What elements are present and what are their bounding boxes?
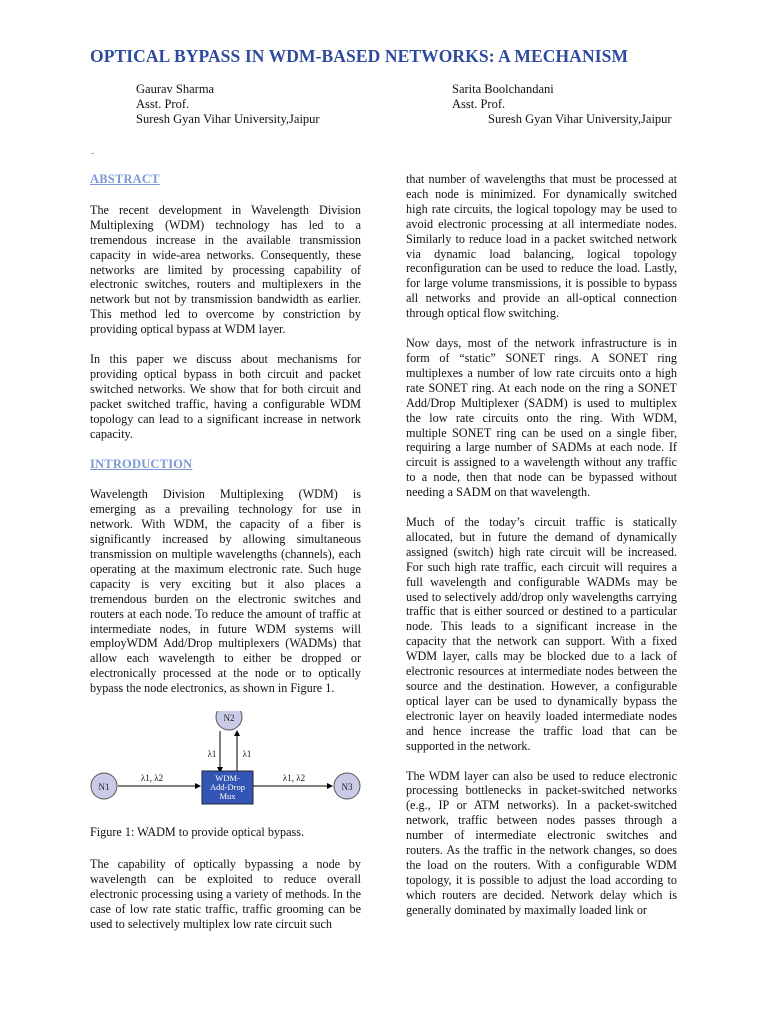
intro-paragraph-2: The capability of optically bypassing a node by wavelength can be exploited to reduce overall electronic processing using a variety of methods. In the case of low rate static traffic, traffic grooming can be used to selectively multiplex low rate circuit such [90, 857, 361, 931]
intro-paragraph-1: Wavelength Division Multiplexing (WDM) is emerging as a prevailing technology for use in network. With WDM, the capacity of a fiber is significantly increased by allowing simultaneous transmission on multiple wavelengths (channels), each operating at the maximum electronic rate. Such huge capacity is very exciting but it also places a tremendous burden on the electronic switches and routers at each node. To reduce the amount of traffic at intermediate nodes, in future WDM systems will employWDM Add/Drop multiplexers (WADMs) that allow each wavelength to either be dropped or electronically processed at the node or to optically bypass the node electronics, as shown in Figure 1. [90, 487, 361, 696]
paper-title: OPTICAL BYPASS IN WDM-BASED NETWORKS: A MECHANISM [90, 46, 629, 66]
author-2-name: Sarita Boolchandani [452, 82, 554, 96]
author-1 [136, 82, 320, 127]
label-add-wavelength: λ1 [207, 749, 217, 760]
node-n2-label: N2 [223, 713, 235, 724]
label-drop-wavelength: λ1 [242, 749, 252, 760]
right-paragraph-1: that number of wavelengths that must be processed at each node is minimized. For dynamically switched high rate circuits, the logical topology may be used to avoid electronic processing at all intermediate nodes. Similarly to reduce load in a packet switched network via dynamic load balancing, logical topology reconfiguration can be used to reduce the load. Lastly, for large volume transmissions, it is possible to bypass all networks and provide an all-optical connection through optical flow switching. [406, 172, 677, 321]
left-column [90, 172, 361, 947]
mux-label-line-1: WDM- [215, 773, 240, 784]
author-1-affiliation: Suresh Gyan Vihar University,Jaipur [136, 112, 320, 126]
introduction-heading: INTRODUCTION [90, 456, 193, 471]
right-paragraph-4: The WDM layer can also be used to reduce electronic processing bottlenecks in packet-switched networks (e.g., IP or ATM networks). In a packet-switched network, traffic between nodes passes through a number of intermediate electronic switches and routers. As the traffic in the network changes, so does the load on the routers. With a configurable WDM topology, it is possible to adjust the load according to which routers are decided. Network delay which is generally dominated by maximally loaded link or [406, 768, 677, 917]
author-2-affiliation: Suresh Gyan Vihar University,Jaipur [488, 112, 672, 126]
label-n1-wavelengths: λ1, λ2 [140, 773, 164, 784]
abstract-paragraph-2: In this paper we discuss about mechanisms for providing optical bypass in both circuit and packet switched networks. We show that for both circuit and packet switched traffic, having a configurable WDM topology can lead to a significant increase in network capacity. [90, 352, 361, 441]
figure-1-caption: Figure 1: WADM to provide optical bypass. [90, 825, 305, 840]
label-n3-wavelengths: λ1, λ2 [282, 773, 306, 784]
node-n1-label: N1 [98, 782, 110, 793]
figure-1-diagram [90, 711, 361, 811]
wadm-diagram [90, 711, 361, 811]
abstract-paragraph-1: The recent development in Wavelength Division Multiplexing (WDM) technology has led to a tremendous increase in the available transmission capacity in wide-area networks. Consequently, these networks are limited by processing capability of electronic switches, routers and multiplexers in the network but not by transmission bandwidth as earlier. This method led to overcome by constriction by providing optical bypass at WDM layer. [90, 202, 361, 337]
stray-dash: - [91, 148, 95, 159]
mux-label-line-2: Add-Drop [210, 782, 245, 793]
author-1-position: Asst. Prof. [136, 97, 190, 111]
right-paragraph-3: Much of the today’s circuit traffic is statically allocated, but in future the demand of dynamically assigned (switch) high rate circuit will be increased. For such high rate traffic, each circuit will requires a full wavelength and configurable WADMs may be used to selectively add/drop only wavelengths carrying traffic that is either sourced or destined to a particular node. This leads to a significant increase in the capacity that the network can support. With a fixed WDM layer, calls may be blocked due to a lack of electronic resources at intermediate nodes between the source and the destination. However, a configurable optical layer can be used to dynamically bypass the electronic layer on heavily loaded intermediate nodes and hence increase the traffic load that can be supported in the network. [406, 515, 677, 753]
author-2 [452, 82, 672, 127]
mux-label-line-3: Mux [219, 791, 236, 802]
author-1-name: Gaurav Sharma [136, 82, 215, 96]
node-n3-label: N3 [341, 782, 353, 793]
right-column [406, 172, 677, 933]
author-2-position: Asst. Prof. [452, 97, 506, 111]
abstract-heading: ABSTRACT [90, 172, 160, 186]
right-paragraph-2: Now days, most of the network infrastructure is in form of “static” SONET rings. A SONET ring multiplexes a number of low rate circuits onto a high rate SONET ring. At each node on the ring a SONET Add/Drop Multiplexer (SADM) is used to multiplex the low rate circuits onto the ring. With WDM, multiple SONET ring can be used on a single fiber, requiring a large number of SADMs at each node. If circuit is assigned to a wavelength without any traffic to a node, then that node can be bypassed without needing a SADM on that wavelength. [406, 336, 677, 500]
